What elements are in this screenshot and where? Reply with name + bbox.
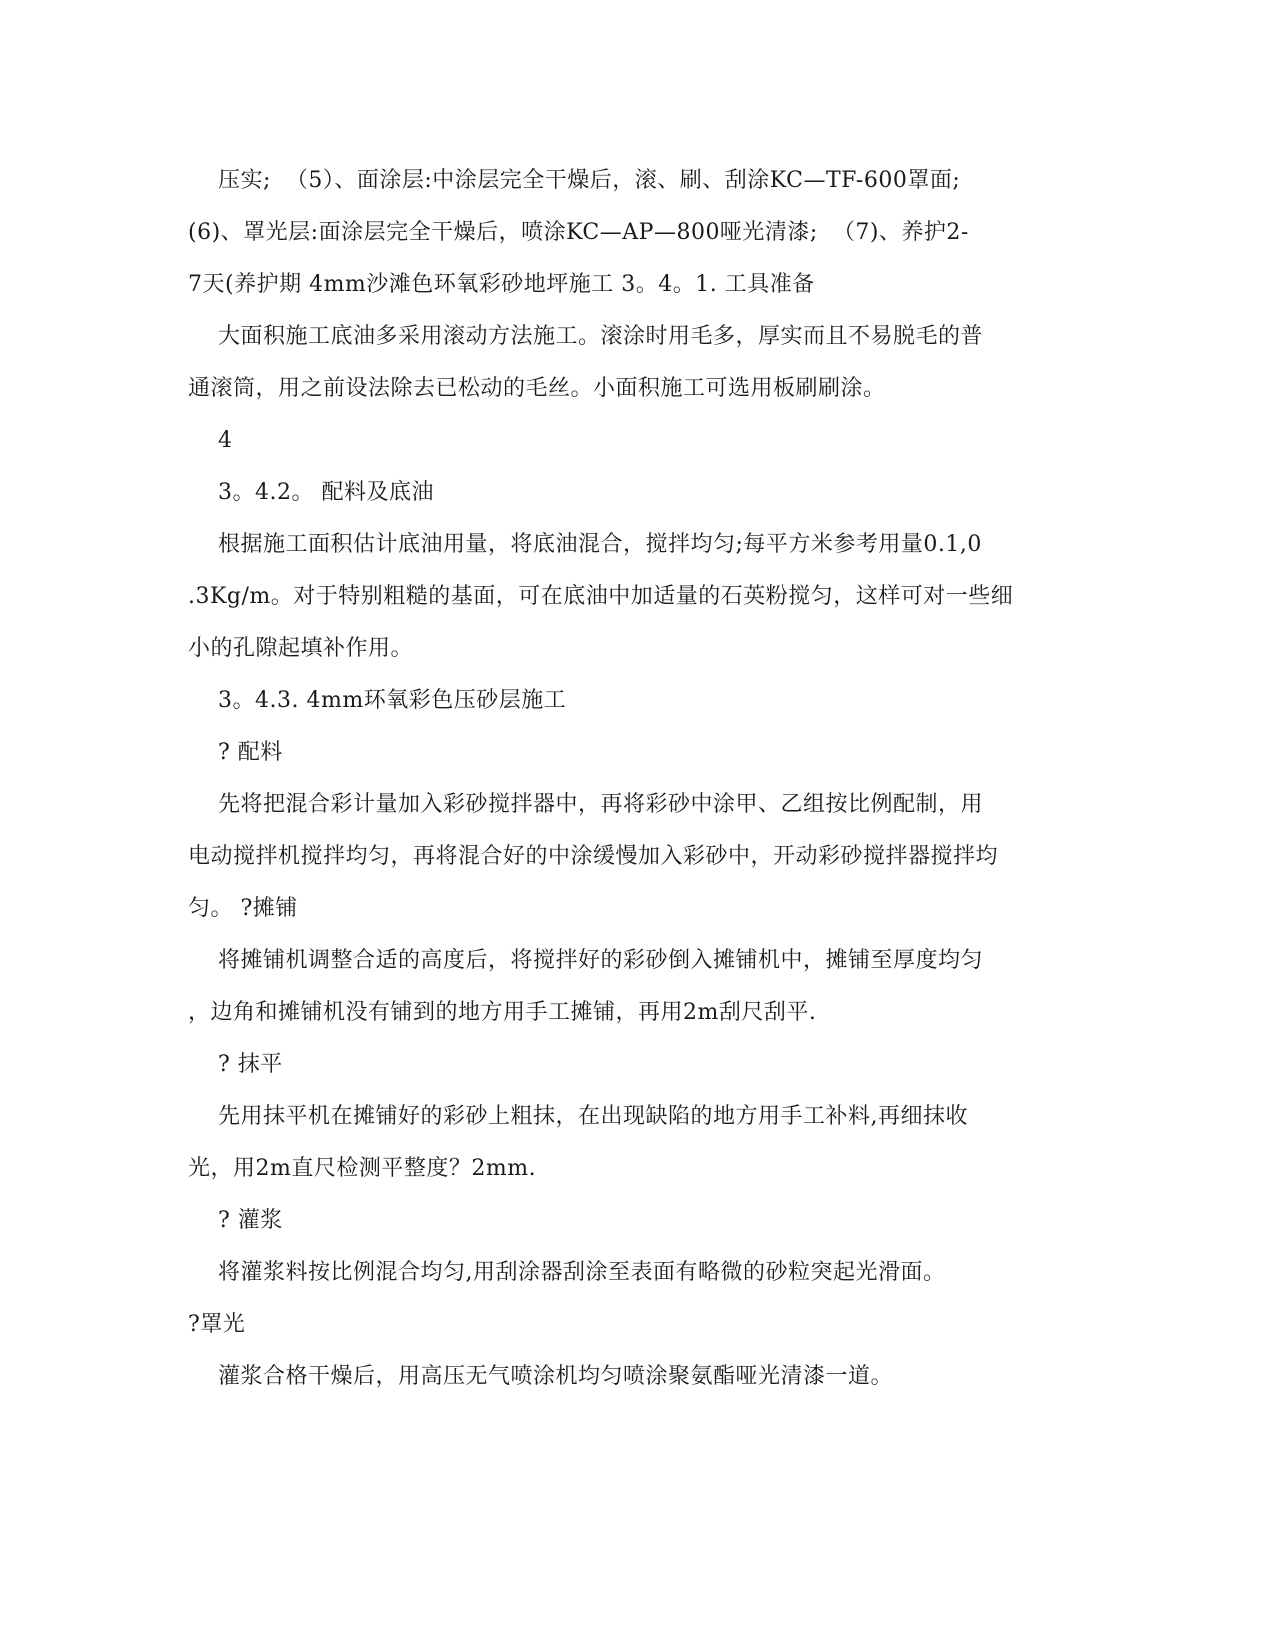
text-line: 先将把混合彩计量加入彩砂搅拌器中，再将彩砂中涂甲、乙组按比例配制，用	[218, 792, 984, 817]
text-line: 电动搅拌机搅拌均匀，再将混合好的中涂缓慢加入彩砂中，开动彩砂搅拌器搅拌均	[188, 844, 999, 869]
text-line: 将灌浆料按比例混合均匀,用刮涂器刮涂至表面有略微的砂粒突起光滑面。	[218, 1260, 946, 1285]
text-line: .3Kg/m。对于特别粗糙的基面，可在底油中加适量的石英粉搅匀，这样可对一些细	[188, 584, 1014, 609]
text-line: (6)、罩光层:面涂层完全干燥后，喷涂KC—AP—800哑光清漆; （7)、养护2-	[188, 220, 969, 245]
text-line: 将摊铺机调整合适的高度后，将搅拌好的彩砂倒入摊铺机中，摊铺至厚度均匀	[218, 948, 984, 973]
text-line: ，边角和摊铺机没有铺到的地方用手工摊铺，再用2m刮尺刮平.	[188, 1000, 817, 1025]
text-line: 4	[218, 428, 233, 453]
text-line: 大面积施工底油多采用滚动方法施工。滚涂时用毛多，厚实而且不易脱毛的普	[218, 324, 984, 349]
subheading: ?罩光	[188, 1312, 246, 1337]
text-line: 压实; （5）、面涂层:中涂层完全干燥后，滚、刷、刮涂KC—TF-600罩面;	[218, 168, 961, 193]
text-line: 根据施工面积估计底油用量，将底油混合，搅拌均匀;每平方米参考用量0.1,0	[218, 532, 982, 557]
subheading: ? 配料	[218, 740, 283, 765]
text-line: 光，用2m直尺检测平整度？2mm.	[188, 1156, 537, 1181]
section-heading: 3。4.3. 4mm环氧彩色压砂层施工	[218, 688, 567, 713]
section-heading: 3。4.2。 配料及底油	[218, 480, 434, 505]
text-line: 先用抹平机在摊铺好的彩砂上粗抹，在出现缺陷的地方用手工补料,再细抹收	[218, 1104, 968, 1129]
text-line: 匀。 ?摊铺	[188, 896, 298, 921]
text-line: 灌浆合格干燥后，用高压无气喷涂机均匀喷涂聚氨酯哑光清漆一道。	[218, 1364, 894, 1389]
text-line: 小的孔隙起填补作用。	[188, 636, 414, 661]
text-line: 7天(养护期 4mm沙滩色环氧彩砂地坪施工 3。4。1. 工具准备	[188, 272, 815, 297]
subheading: ? 灌浆	[218, 1208, 283, 1233]
text-line: 通滚筒，用之前设法除去已松动的毛丝。小面积施工可选用板刷刷涂。	[188, 376, 886, 401]
subheading: ? 抹平	[218, 1052, 283, 1077]
